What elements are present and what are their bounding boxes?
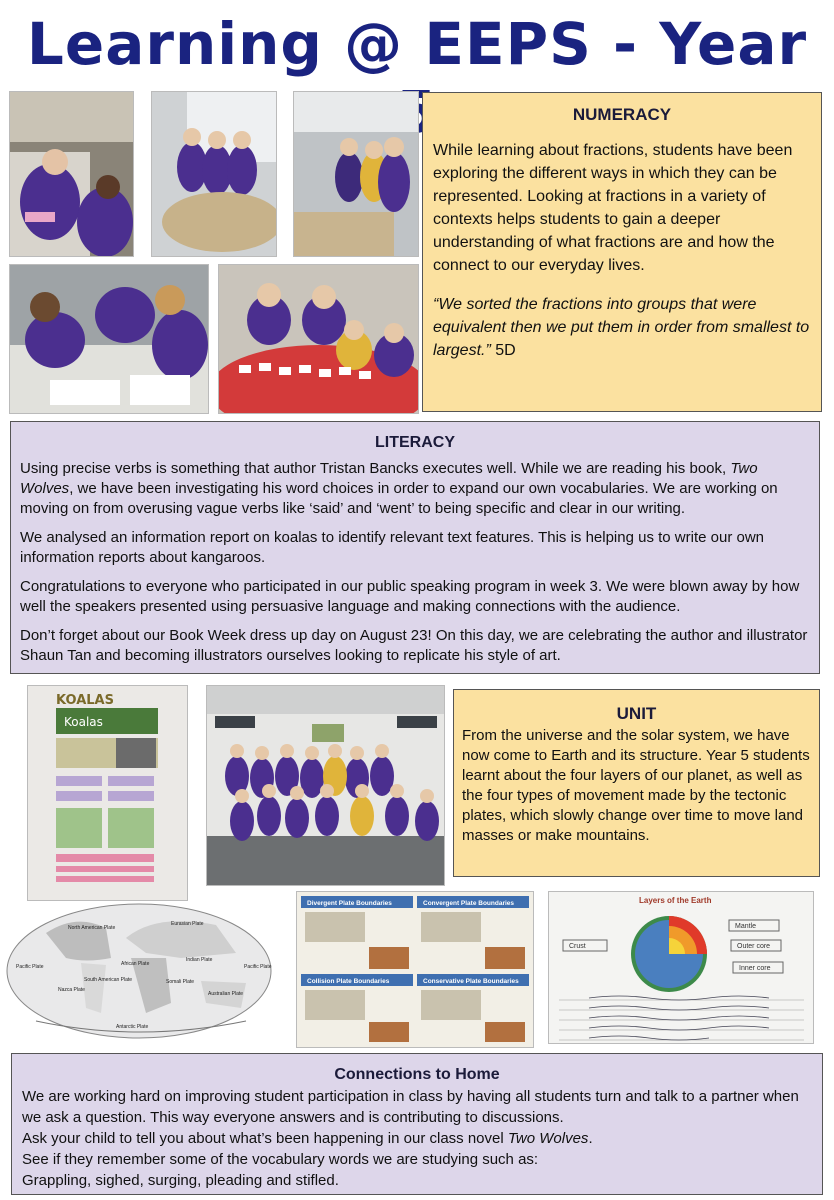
- plate-boundaries-poster: [296, 891, 534, 1048]
- earth-layers-title: Layers of the Earth: [639, 896, 712, 905]
- map-label-indian: Indian Plate: [186, 957, 213, 963]
- unit-heading: UNIT: [616, 704, 657, 723]
- boundary-convergent-title: Convergent Plate Boundaries: [423, 900, 515, 907]
- map-label-australian: Australian Plate: [208, 991, 244, 997]
- numeracy-quote-author: 5D: [490, 342, 516, 359]
- earth-label-crust: Crust: [569, 943, 586, 950]
- numeracy-section: [422, 92, 822, 412]
- numeracy-paragraph: While learning about fractions, students have been exploring the different ways in which they can be represented. Looking at fractions in a variety of contexts helps students to gain a deeper understanding of what fractions are and how the connect to our everyday lives.: [433, 142, 793, 274]
- home-line-2: [22, 1128, 812, 1149]
- tectonic-plates-map: [6, 903, 273, 1040]
- map-label-pacific-west: Pacific Plate: [16, 964, 44, 970]
- numeracy-quote-block: [433, 293, 811, 362]
- earth-layers-worksheet: [548, 891, 814, 1044]
- earth-label-inner-core: Inner core: [739, 965, 771, 972]
- photo-students-standing: [151, 91, 277, 257]
- koala-poster-title: KOALAS: [56, 693, 114, 708]
- home-line-2-text-b: .: [588, 1130, 593, 1147]
- unit-section: [453, 689, 820, 877]
- map-label-eurasian: Eurasian Plate: [171, 921, 204, 927]
- photo-students-classroom: [293, 91, 419, 257]
- earth-label-mantle: Mantle: [735, 923, 757, 930]
- map-label-nazca: Nazca Plate: [58, 987, 85, 993]
- koala-poster-image: [27, 685, 188, 901]
- map-label-somali: Somali Plate: [166, 979, 195, 985]
- photo-students-fractions-work: [9, 264, 209, 414]
- home-line-4: Grappling, sighed, surging, pleading and stifled.: [22, 1172, 339, 1189]
- literacy-paragraph-2: We analysed an information report on koalas to identify relevant text features. This is helping us to write our own information reports about kangaroos.: [20, 529, 765, 566]
- boundary-divergent-title: Divergent Plate Boundaries: [307, 900, 392, 907]
- class-group-photo: [206, 685, 445, 886]
- literacy-section: [10, 421, 820, 674]
- home-line-3: See if they remember some of the vocabulary words we are studying such as:: [22, 1151, 539, 1168]
- literacy-heading: LITERACY: [375, 434, 455, 451]
- map-label-antarctic: Antarctic Plate: [116, 1024, 149, 1030]
- unit-paragraph: From the universe and the solar system, we have now come to Earth and its structure. Year 5 students learnt about the four layers of our planet, as well as the four types of movement made by the tectonic plates, which slowly change over time to move land masses or make mountains.: [462, 727, 810, 844]
- map-label-african: African Plate: [121, 961, 150, 967]
- home-line-1: We are working hard on improving student participation in class by having all students turn and talk to a partner when we ask a question. This way everyone answers and is contributing to discussions.: [22, 1088, 799, 1126]
- home-book-title: Two Wolves: [507, 1130, 589, 1147]
- literacy-paragraph-1: [20, 459, 810, 519]
- map-label-north-american: North American Plate: [68, 925, 116, 931]
- photo-students-table-1: [9, 91, 134, 257]
- connections-home-section: [11, 1053, 823, 1195]
- earth-label-outer-core: Outer core: [737, 943, 771, 950]
- map-label-pacific-east: Pacific Plate: [244, 964, 272, 970]
- page-title: Learning @ EEPS - Year: [26, 10, 808, 78]
- home-line-2-text-a: Ask your child to tell you about what’s been happening in our class novel: [22, 1130, 508, 1147]
- boundary-conservative-title: Conservative Plate Boundaries: [423, 978, 519, 985]
- map-label-south-american: South American Plate: [84, 977, 133, 983]
- koala-poster-subtitle: Koalas: [64, 715, 103, 729]
- literacy-book-title: Two Wolves: [20, 460, 758, 497]
- numeracy-heading: NUMERACY: [572, 105, 672, 124]
- numeracy-quote: “We sorted the fractions into groups that were equivalent then we put them in order from smallest to largest.”: [433, 296, 810, 359]
- literacy-paragraph-3: Congratulations to everyone who participated in our public speaking program in week 3. We were blown away by how well the speakers presented using persuasive language and making connections with the audience.: [20, 578, 800, 615]
- boundary-collision-title: Collision Plate Boundaries: [307, 978, 390, 985]
- photo-students-red-table: [218, 264, 419, 414]
- home-heading: Connections to Home: [334, 1066, 500, 1083]
- literacy-p1-text-a: Using precise verbs is something that author Tristan Bancks executes well. While we are reading his book,: [20, 460, 731, 477]
- literacy-paragraph-4: Don’t forget about our Book Week dress up day on August 23! On this day, we are celebrating the author and illustrator Shaun Tan and becoming illustrators ourselves looking to replicate his style of art.: [20, 627, 808, 664]
- literacy-p1-text-b: , we have been investigating his word choices in order to expand our own vocabularies. We are working on moving on from overusing vague verbs like ‘said’ and ‘went’ to being specific and clear in our writing.: [20, 480, 778, 517]
